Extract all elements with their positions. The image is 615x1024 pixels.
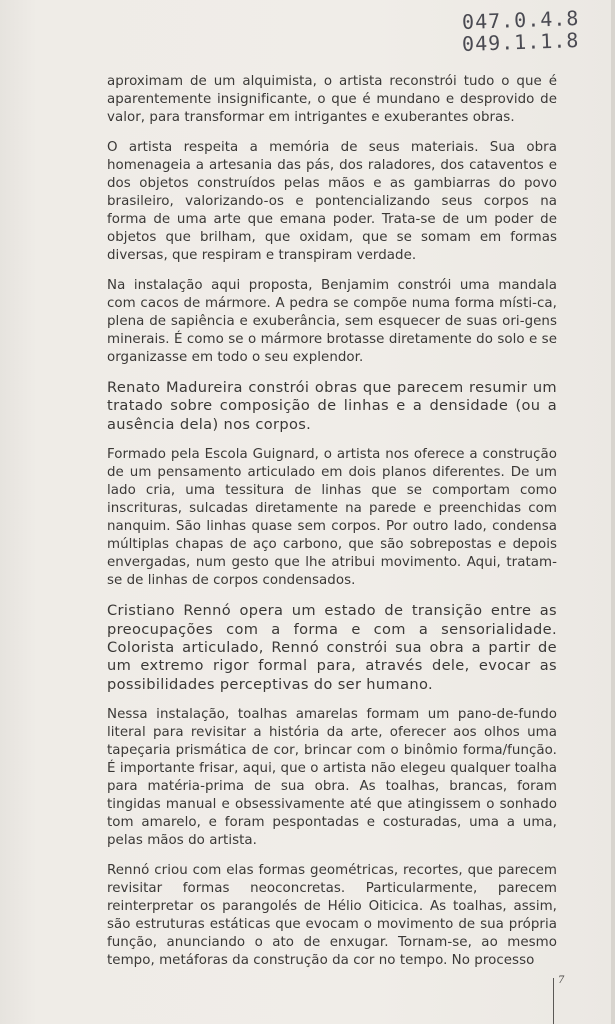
paragraph-2: O artista respeita a memória de seus materiais. Sua obra homenageia a artesania das pás, dos raladores, dos cataventos e dos objetos construídos pelas mãos e as gambiarras do povo brasileiro, valorizando-os e pontencializando seus corpos na forma de uma arte que emana poder. Trata-se de um poder de objetos que brilham, que oxidam, que se somam em formas diversas, que respiram e transpiram verdade. <box>107 140 557 263</box>
paragraph-3: Na instalação aqui proposta, Benjamim constrói uma mandala com cacos de mármore. A pedra se compõe numa forma místi-ca, plena de sapiência e exuberância, sem esquecer de suas ori-gens minerais. É como se o mármore brotasse diretamente do solo e se organizasse em todo o seu explendor. <box>107 278 557 365</box>
body-text-column <box>107 73 557 982</box>
artist-intro-madureira: Renato Madureira constrói obras que parecem resumir um tratado sobre composição de linhas e a densidade (ou a ausência dela) nos corpos. <box>107 379 557 433</box>
paragraph-5: Formado pela Escola Guignard, o artista nos oferece a construção de um pensamento articulado em dois planos diferentes. De um lado cria, uma tessitura de linhas que se comportam como inscrituras, sulcadas diretamente na parede e preenchidas com nanquim. São linhas quase sem corpos. Por outro lado, condensa múltiplas chapas de aço carbono, que são sobrepostas e depois envergadas, num gesto que lhe atribui movimento. Aqui, tratam-se de linhas de corpos condensados. <box>107 447 557 589</box>
paragraph-7: Nessa instalação, toalhas amarelas formam um pano-de-fundo literal para revisitar a história da arte, oferecer aos olhos uma tapeçaria prismática de cor, brincar com o binômio forma/função. É importante frisar, aqui, que o artista não elegeu qualquer toalha para matéria-prima de sua obra. As toalhas, brancas, foram tingidas manual e obsessivamente até que atingissem o sonhado tom amarelo, e foram pespontadas e costuradas, uma a uma, pelas mãos do artista. <box>107 707 557 849</box>
artist-intro-renno: Cristiano Rennó opera um estado de transição entre as preocupações com a forma e com a sensorialidade. Colorista articulado, Rennó constrói sua obra a partir de um extremo rigor formal para, através dele, evocar as possibilidades perceptivas do ser humano. <box>107 602 557 693</box>
folio-rule <box>553 978 554 1024</box>
paragraph-1: aproximam de um alquimista, o artista reconstrói tudo o que é aparentemente insignificante, o que é mundano e desprovido de valor, para transformar em intrigantes e exuberantes obras. <box>107 74 557 125</box>
handwritten-catalog-number: 047.0.4.8 <box>461 5 580 35</box>
handwritten-catalog-number-2: 049.1.1.8 <box>461 27 580 57</box>
paragraph-8: Rennó criou com elas formas geométricas, recortes, que parecem revisitar formas neoconcretas. Particularmente, parecem reinterpretar os parangolés de Hélio Oiticica. As toalhas, assim, são estruturas estáticas que evocam o movimento de sua própria função, anunciando o ato de enxugar. Tornam-se, ao mesmo tempo, metáforas da construção da cor no tempo. No processo <box>107 863 557 969</box>
page-edge <box>611 0 615 1024</box>
page-number: 7 <box>558 975 565 986</box>
